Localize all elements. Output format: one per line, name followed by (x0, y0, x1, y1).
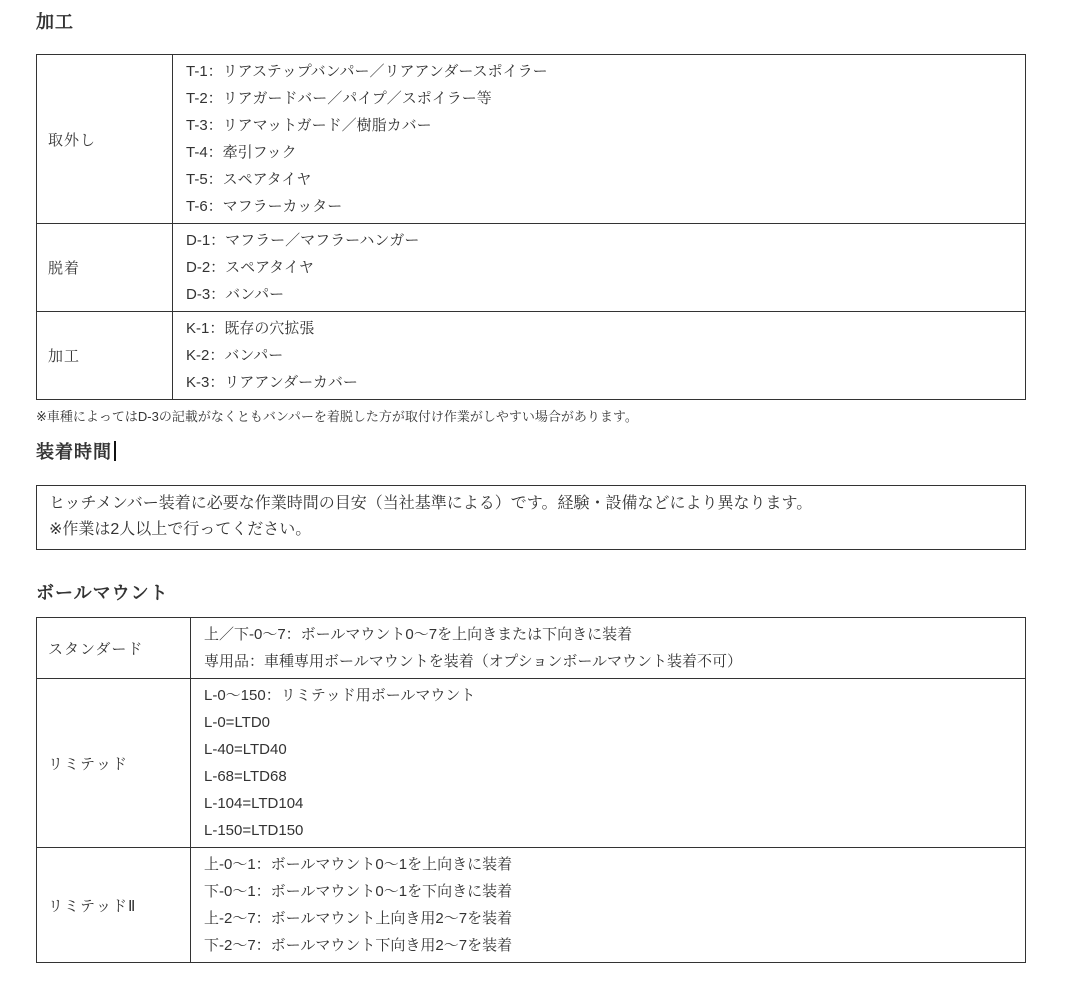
item-line: L-104=LTD104 (204, 795, 304, 812)
item-line: T-5：スペアタイヤ (186, 171, 312, 188)
section-heading-souchaku-text: 装着時間 (36, 442, 112, 462)
row-label: リミテッド (37, 679, 191, 848)
row-label: 取外し (37, 55, 173, 224)
section-heading-kakou: 加工 (36, 12, 74, 32)
row-items (173, 55, 1026, 224)
item-line: 上-0～1：ボールマウント0～1を上向きに装着 (204, 856, 513, 873)
ballmount-table (36, 617, 1026, 963)
info-line: ヒッチメンバー装着に必要な作業時間の目安（当社基準による）です。経験・設備などにより異なります。 (49, 495, 813, 512)
item-line: D-1：マフラー／マフラーハンガー (186, 232, 420, 249)
table-row (37, 679, 1026, 848)
item-line: L-0～150：リミテッド用ボールマウント (204, 687, 476, 704)
info-line: ※作業は2人以上で行ってください。 (49, 521, 312, 538)
row-label: 加工 (37, 312, 173, 400)
item-line: D-3：バンパー (186, 286, 285, 303)
kakou-table (36, 54, 1026, 400)
item-line: L-150=LTD150 (204, 822, 304, 839)
item-line: L-0=LTD0 (204, 714, 271, 731)
row-items (191, 618, 1026, 679)
row-label: スタンダード (37, 618, 191, 679)
item-line: K-2：バンパー (186, 347, 284, 364)
item-line: 上-2～7：ボールマウント上向き用2～7を装着 (204, 910, 513, 927)
item-line: L-68=LTD68 (204, 768, 287, 785)
item-line: T-4：牽引フック (186, 144, 297, 161)
row-items (191, 679, 1026, 848)
item-line: 専用品：車種専用ボールマウントを装着（オプションボールマウント装着不可） (204, 653, 743, 670)
d3-footnote: ※車種によってはD-3の記載がなくともバンパーを着脱した方が取付け作業がしやすい場合があります。 (36, 409, 638, 424)
item-line: T-2：リアガードバー／パイプ／スポイラー等 (186, 90, 492, 107)
section-heading-ballmount: ボールマウント (36, 583, 169, 603)
table-row (37, 224, 1026, 312)
table-row (37, 848, 1026, 963)
table-row (37, 618, 1026, 679)
table-row (37, 55, 1026, 224)
item-line: K-3：リアアンダーカバー (186, 374, 358, 391)
section-heading-souchaku (36, 441, 1026, 463)
text-caret (114, 441, 116, 461)
row-label: 脱着 (37, 224, 173, 312)
item-line: K-1：既存の穴拡張 (186, 320, 315, 337)
item-line: T-1：リアステップバンパー／リアアンダースポイラー (186, 63, 548, 80)
row-items (173, 224, 1026, 312)
table-row (37, 312, 1026, 400)
item-line: 上／下-0～7：ボールマウント0～7を上向きまたは下向きに装着 (204, 626, 633, 643)
item-line: T-3：リアマットガード／樹脂カバー (186, 117, 432, 134)
item-line: 下-0～1：ボールマウント0～1を下向きに装着 (204, 883, 513, 900)
page-content (36, 0, 1026, 963)
item-line: L-40=LTD40 (204, 741, 287, 758)
item-line: D-2：スペアタイヤ (186, 259, 314, 276)
row-label: リミテッドⅡ (37, 848, 191, 963)
item-line: T-6：マフラーカッター (186, 198, 343, 215)
souchaku-info-box (36, 485, 1026, 550)
row-items (173, 312, 1026, 400)
item-line: 下-2～7：ボールマウント下向き用2～7を装着 (204, 937, 513, 954)
row-items (191, 848, 1026, 963)
